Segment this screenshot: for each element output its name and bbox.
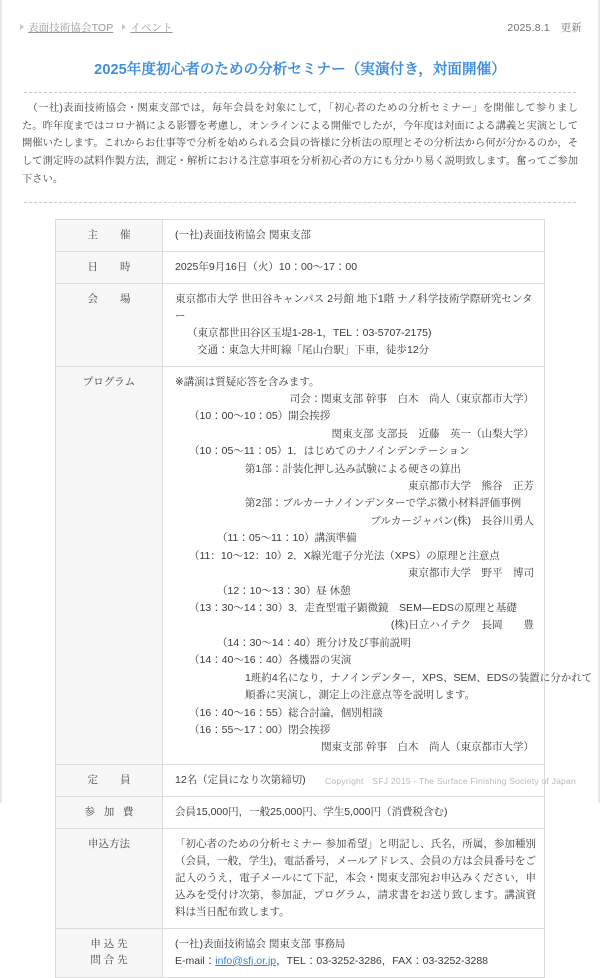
- venue-line-1: 東京都市大学 世田谷キャンパス 2号館 地下1階 ナノ科学技術学際研究センター: [175, 292, 533, 322]
- venue-line-3: 交通：東急大井町線「尾山台駅」下車，徒歩12分: [197, 343, 430, 356]
- table-row-fee: [56, 796, 545, 828]
- program-line: （13：30〜14：30）3．走査型電子顕微鏡 SEM—EDSの原理と基礎: [189, 602, 517, 614]
- row-value-fee: 会員15,000円，一般25,000円、学生5,000円（消費税含む): [175, 805, 448, 818]
- row-label-how-to-apply: [56, 828, 163, 928]
- row-label-datetime-text: 日 時: [87, 260, 137, 273]
- row-label-program: [56, 366, 163, 764]
- row-label-contact: [56, 928, 163, 977]
- breadcrumb-item-top[interactable]: [20, 20, 113, 35]
- program-line: （12：10〜13：30）昼 休憩: [217, 584, 351, 597]
- footer-copyright: Copyright SFJ 2015 - The Surface Finishing Society of Japan: [325, 776, 576, 786]
- email-label: E-mail：: [175, 954, 216, 967]
- row-value-program: [163, 366, 593, 764]
- table-row-datetime: [56, 251, 545, 283]
- triangle-right-icon: [122, 24, 126, 30]
- row-label-contact-inquiry: 問 合 先: [90, 954, 128, 967]
- program-list: [175, 374, 593, 757]
- row-label-venue-text: 会 場: [87, 292, 137, 305]
- program-line: （10：00〜10：05）開会挨拶: [189, 410, 331, 423]
- program-line: 関東支部 幹事 白木 尚人（東京都市大学）: [321, 741, 534, 754]
- row-value-capacity: 12名（定員になり次第締切): [175, 773, 306, 786]
- intro-paragraph: （一社)表面技術協会・関東支部では，毎年会員を対象にして，「初心者のための分析セミナー」を開催して参りました。昨年度まではコロナ禍による影響を考慮し，オンラインによる開催でしたが，今年度は対面による講義と実演として開催いたします。これからお仕事等で分析を始められる会員の皆様に分析法の原理とその分析法から何が分かるのか，そして測定時の試料作製方法，測定・解析における注意事項を分析初心者の方にも分かり易く説明致します。奮ってご参加下さい。: [22, 103, 578, 185]
- row-value-organizer: (一社)表面技術協会 関東支部: [175, 228, 311, 241]
- row-label-organizer: [56, 219, 163, 251]
- row-value-datetime: 2025年9月16日（火）10：00〜17：00: [175, 260, 358, 273]
- contact-office: (一社)表面技術協会 関東支部 事務局: [175, 937, 346, 950]
- contact-email-line: [175, 953, 536, 970]
- seminar-info-table: [55, 219, 593, 978]
- row-label-venue: [56, 283, 163, 366]
- program-line: （16：40〜16：55）総合討論，個別相談: [189, 706, 383, 719]
- table-row-program: [56, 366, 545, 764]
- table-row-contact: [56, 928, 545, 977]
- row-label-contact-apply: 申 込 先: [90, 937, 128, 950]
- row-label-fee-text: 参 加 費: [84, 805, 137, 818]
- program-line: 順番に実演し，測定上の注意点等を説明します。: [245, 689, 476, 702]
- row-value-venue: [163, 283, 545, 366]
- program-line: 東京都市大学 熊谷 正芳: [408, 480, 534, 493]
- program-line: （14：30〜14：40）班分け及び事前説明: [217, 636, 411, 649]
- program-lines-container: [175, 391, 593, 757]
- row-label-datetime: [56, 251, 163, 283]
- row-label-program-text: プログラム: [82, 375, 136, 388]
- program-line: （11：05〜11：10）講演準備: [217, 532, 357, 545]
- row-label-organizer-text: 主 催: [87, 228, 137, 241]
- divider-top: [24, 92, 576, 93]
- row-value-how-to-apply: 「初心者のための分析セミナー 参加希望」と明記し、氏名，所属，参加種別（会員，一般，学生)，電話番号，メールアドレス、会員の方は会員番号をご記入のうえ，電子メールにて下記，本会・関東支部宛お申込みください，申込みを受付け次第，参加証，プログラム，請求書をお送り致します。講演資料は当日配布致します。: [175, 837, 536, 918]
- breadcrumb-item-events[interactable]: [122, 20, 172, 35]
- breadcrumb: [20, 20, 173, 35]
- update-date: 2025.8.1 更新: [507, 21, 582, 34]
- breadcrumb-link-top[interactable]: 表面技術協会TOP: [28, 21, 114, 34]
- program-note: ※講演は質疑応答を含みます。: [175, 375, 320, 388]
- triangle-right-icon: [20, 24, 24, 30]
- program-line: 関東支部 支部長 近藤 英一（山梨大学）: [331, 427, 534, 440]
- venue-line-2: （東京都世田谷区玉堤1-28-1，TEL：03-5707-2175): [187, 326, 432, 339]
- program-line: 1班約4名になり，ナノインデンター，XPS、SEM、EDSの装置に分かれて: [245, 671, 593, 684]
- program-line: 第2部：ブルカーナノインデンターで学ぶ微小材料評価事例: [245, 497, 522, 510]
- breadcrumb-link-events[interactable]: イベント: [130, 21, 173, 34]
- program-line: （16：55〜17：00）閉会挨拶: [189, 723, 331, 736]
- table-row-venue: [56, 283, 545, 366]
- table-row-how-to-apply: [56, 828, 545, 928]
- row-label-capacity-text: 定 員: [87, 773, 137, 786]
- divider-bottom: [24, 202, 576, 203]
- program-line: 司会：関東支部 幹事 白木 尚人（東京都市大学）: [289, 392, 534, 405]
- program-line: 東京都市大学 野平 博司: [408, 567, 534, 580]
- program-line: ブルカージャパン(株) 長谷川勇人: [370, 514, 534, 527]
- row-value-contact: [163, 928, 545, 977]
- topbar: [2, 0, 598, 38]
- row-label-how-to-apply-text: 申込方法: [88, 837, 130, 850]
- email-link[interactable]: info@sfj.or.jp: [215, 954, 277, 967]
- page-title: 2025年度初心者のための分析セミナー（実演付き，対面開催）: [94, 62, 506, 78]
- program-line: （14：40〜16：40）各機器の実演: [189, 654, 352, 667]
- program-line: （11：10〜12：10）2．X線光電子分光法（XPS）の原理と注意点: [189, 549, 500, 562]
- program-line: （10：05〜11：05）1．はじめてのナノインデンテーション: [189, 445, 470, 458]
- contact-phone-fax: ，TEL：03-3252-3286，FAX：03-3252-3288: [276, 954, 489, 967]
- program-line: (株)日立ハイテク 長岡 豊: [390, 619, 534, 632]
- row-label-fee: [56, 796, 163, 828]
- table-row-organizer: [56, 219, 545, 251]
- program-line: 第1部：計装化押し込み試験による硬さの算出: [245, 462, 461, 475]
